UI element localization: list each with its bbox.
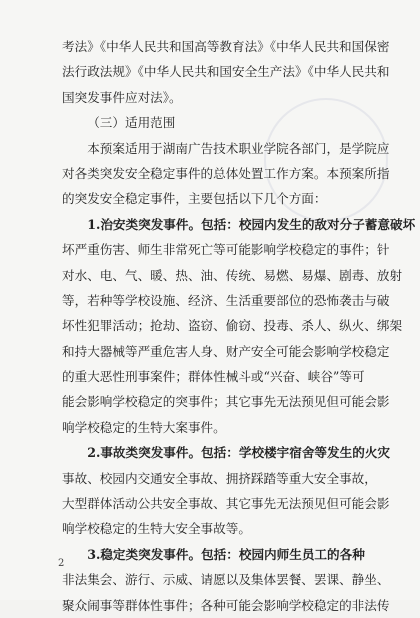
- page-number: 2: [58, 558, 65, 569]
- text-line: 坏严重伤害、师生非常死亡等可能影响学校稳定的事件；针: [62, 242, 390, 258]
- text-line: 3.稳定类突发事件。包括：校园内师生员工的各种: [87, 546, 365, 562]
- text-line: 能会影响学校稳定的突事件；其它事先无法预见但可能会影: [62, 394, 390, 410]
- text-line: 考法》《中华人民共和国高等教育法》《中华人民共和国保密: [62, 39, 390, 54]
- text-line: 的突发安全稳定事件，主要包括以下几个方面：: [62, 191, 327, 207]
- text-line: 聚众闹事等群体性事件；各种可能会影响学校稳定的非法传: [62, 597, 390, 613]
- text-line: 响学校稳定的生特大案事件。: [62, 419, 226, 435]
- body-text: [62, 34, 416, 618]
- text-line: 对各类突发安全稳定事件的总体处置工作方案。本预案所指: [62, 165, 390, 181]
- text-line: 事故、校园内交通安全事故、拥挤踩踏等重大安全事故，: [62, 470, 377, 486]
- text-line: 坏性犯罪活动；抢劫、盗窃、偷窃、投毒、杀人、纵火、绑架: [62, 318, 403, 334]
- text-line: 的重大恶性刑事案件；群体性械斗或“兴奋、峡谷”等可: [62, 369, 365, 385]
- text-line: 大型群体活动公共安全事故、其它事先无法预见但可能会影: [62, 496, 390, 512]
- text-line: 等，若种等学校设施、经济、生活重要部位的恐怖袭击与破: [62, 292, 390, 308]
- text-line: 对水、电、气、暖、热、油、传统、易燃、易爆、剧毒、放射: [62, 267, 403, 283]
- text-line: 1.治安类突发事件。包括：校园内发生的敌对分子蓄意破坏: [87, 216, 416, 232]
- text-line: 和持大器械等严重危害人身、财产安全可能会影响学校稳定: [62, 343, 390, 359]
- text-line: 法行政法规》《中华人民共和国安全生产法》《中华人民共和: [62, 64, 390, 80]
- text-line: 本预案适用于湖南广告技术职业学院各部门，是学院应: [87, 140, 390, 156]
- text-line: 非法集会、游行、示威、请愿以及集体罢餐、罢课、静坐、: [62, 572, 390, 588]
- text-line: 2.事故类突发事件。包括：学校楼宇宿舍等发生的火灾: [87, 445, 390, 461]
- text-line: 响学校稳定的生特大安全事故等。: [62, 521, 251, 537]
- text-line: （三）适用范围: [87, 115, 176, 131]
- text-line: 国突发事件应对法》。: [62, 89, 182, 105]
